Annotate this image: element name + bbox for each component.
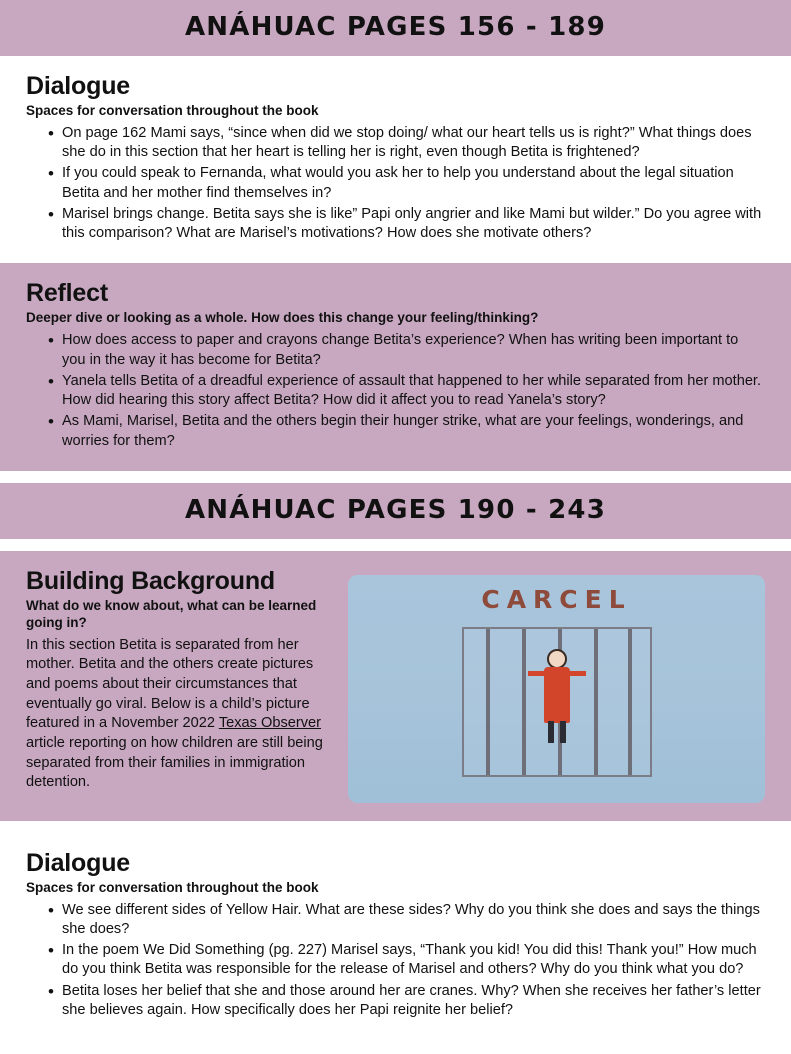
- child-drawing-image: [348, 575, 765, 803]
- list-item: • Yanela tells Betita of a dreadful experience of assault that happened to her while separated from her mother. How did hearing this story affect Betita? How did it affect you to read Yanela’s story?: [48, 372, 765, 411]
- jail-bar-icon: [594, 629, 598, 775]
- drawing-person-head: [547, 649, 567, 669]
- dialogue-2-heading: Dialogue: [26, 848, 130, 877]
- list-item: • On page 162 Mami says, “since when did we stop doing/ what our heart tells us is right?” What things does she do in this section that her heart is telling her is right, even though Betita is frightened?: [48, 124, 765, 163]
- jail-bar-icon: [486, 629, 490, 775]
- dialogue-1-question-list: [26, 124, 765, 244]
- reflect-heading: Reflect: [26, 279, 108, 308]
- bg-body-part-1: In this section Betita is separated from her mother. Betita and the others create pictures and poems about their circumstances that eventually go viral. Below is a child’s picture featured in a November 2022: [26, 636, 314, 732]
- section-banner-1: [0, 0, 791, 56]
- section-dialogue-2: [0, 833, 791, 1040]
- drawing-person-arm-right: [570, 671, 586, 676]
- jail-bar-icon: [628, 629, 632, 775]
- jail-bar-icon: [522, 629, 526, 775]
- list-item: • In the poem We Did Something (pg. 227) Marisel says, “Thank you kid! You did this! Thank you!” How much do you think Betita was responsible for the release of Marisel and others? Why do you think what you do?: [48, 941, 765, 980]
- list-item: • As Mami, Marisel, Betita and the others begin their hunger strike, what are your feelings, wonderings, and worries for them?: [48, 412, 765, 451]
- section-building-background: [0, 551, 791, 821]
- building-background-body: [26, 636, 326, 794]
- drawing-person-body: [544, 667, 570, 723]
- building-background-columns: [26, 567, 765, 803]
- section-dialogue-1: [0, 56, 791, 263]
- building-background-subheading: What do we know about, what can be learned going in?: [26, 597, 317, 630]
- building-background-image-column: [348, 567, 765, 803]
- bg-body-part-2: article reporting on how children are still being separated from their families in immigration detention.: [26, 734, 323, 791]
- list-item: • We see different sides of Yellow Hair. What are these sides? Why do you think she does and says the things she does?: [48, 901, 765, 940]
- section-banner-2: [0, 483, 791, 539]
- drawing-person-leg-right: [560, 721, 566, 743]
- spacer: [0, 821, 791, 833]
- dialogue-1-subheading: Spaces for conversation throughout the book: [26, 103, 319, 118]
- banner-title-2: ANÁHUAC PAGES 190 - 243: [184, 494, 607, 525]
- list-item: • Marisel brings change. Betita says she is like” Papi only angrier and like Mami but wilder.” Do you agree with this comparison? What are Marisel’s motivations? How does she motivate others?: [48, 205, 765, 244]
- building-background-heading: Building Background: [26, 566, 275, 595]
- reflect-question-list: [26, 331, 765, 451]
- drawing-person-arm-left: [528, 671, 544, 676]
- list-item: • Betita loses her belief that she and those around her are cranes. Why? When she receives her father’s letter she believes again. How specifically does her Papi reignite her belief?: [48, 982, 765, 1021]
- list-item: • How does access to paper and crayons change Betita’s experience? When has writing been important to you in the way it has become for Betita?: [48, 331, 765, 370]
- banner-title-1: ANÁHUAC PAGES 156 - 189: [184, 12, 607, 42]
- dialogue-2-subheading: Spaces for conversation throughout the book: [26, 879, 319, 895]
- spacer: [0, 471, 791, 483]
- footer-spacer: [0, 1040, 791, 1054]
- drawing-title-text: CARCEL: [481, 584, 632, 614]
- texas-observer-link[interactable]: Texas Observer: [218, 715, 322, 732]
- reflect-subheading: Deeper dive or looking as a whole. How does this change your feeling/thinking?: [26, 310, 539, 326]
- dialogue-1-heading: Dialogue: [26, 72, 130, 100]
- list-item: • If you could speak to Fernanda, what would you ask her to help you understand about the legal situation Betita and her mother find themselves in?: [48, 164, 765, 203]
- dialogue-2-question-list: [26, 901, 765, 1021]
- building-background-text-column: [26, 567, 326, 793]
- spacer: [0, 539, 791, 551]
- section-reflect: [0, 263, 791, 470]
- drawing-person-leg-left: [548, 721, 554, 743]
